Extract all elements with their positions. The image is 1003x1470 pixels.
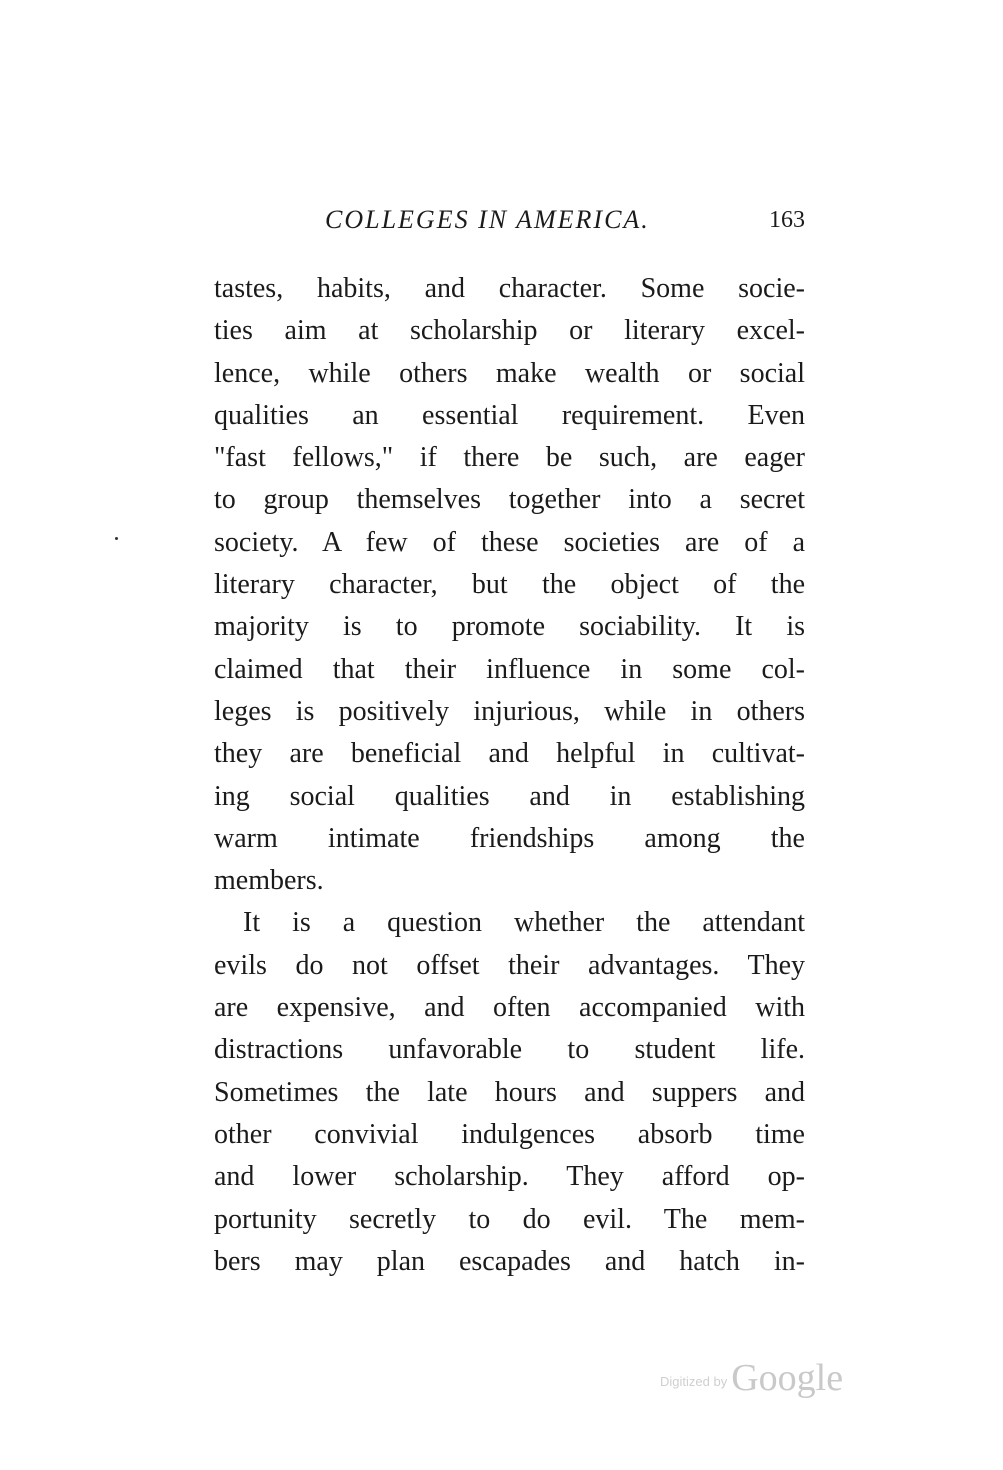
running-title: COLLEGES IN AMERICA. [325, 205, 650, 234]
text-line: to group themselves together into a secret [214, 484, 805, 516]
text-line: evils do not offset their advantages. They [214, 949, 805, 981]
watermark-prefix: Digitized by [660, 1374, 728, 1389]
text-line: warm intimate friendships among the [214, 822, 805, 854]
stray-ink-mark [115, 537, 118, 540]
body-text [214, 268, 805, 1283]
text-line: qualities an essential requirement. Even [214, 399, 805, 431]
digitized-by-google-watermark [660, 1356, 843, 1406]
text-line: majority is to promote sociability. It is [214, 611, 805, 643]
text-line: are expensive, and often accompanied with [214, 992, 805, 1024]
paragraph-2 [214, 902, 805, 1283]
text-line: Sometimes the late hours and suppers and [214, 1076, 805, 1108]
text-line: tastes, habits, and character. Some socie- [214, 273, 805, 304]
text-line: claimed that their influence in some col- [214, 653, 805, 685]
running-head [213, 203, 805, 237]
text-line: other convivial indulgences absorb time [214, 1118, 805, 1150]
text-line: and lower scholarship. They afford op- [214, 1161, 805, 1193]
text-line: leges is positively injurious, while in others [214, 695, 805, 727]
text-line: It is a question whether the attendant [243, 907, 805, 939]
text-line: members. [214, 865, 324, 897]
text-line: lence, while others make wealth or social [214, 357, 805, 389]
page-number: 163 [769, 207, 805, 233]
paragraph-1 [214, 268, 805, 902]
text-line: literary character, but the object of the [214, 569, 805, 601]
text-line: distractions unfavorable to student life. [214, 1034, 805, 1066]
watermark-brand: Google [731, 1357, 844, 1399]
text-line: they are beneficial and helpful in cultivat- [214, 738, 805, 770]
text-line: "fast fellows," if there be such, are eager [214, 442, 805, 474]
text-line: ties aim at scholarship or literary excel- [214, 315, 805, 347]
text-line: portunity secretly to do evil. The mem- [214, 1203, 805, 1235]
text-line: bers may plan escapades and hatch in- [214, 1245, 805, 1277]
text-line: society. A few of these societies are of a [214, 526, 805, 558]
text-line: ing social qualities and in establishing [214, 780, 805, 812]
